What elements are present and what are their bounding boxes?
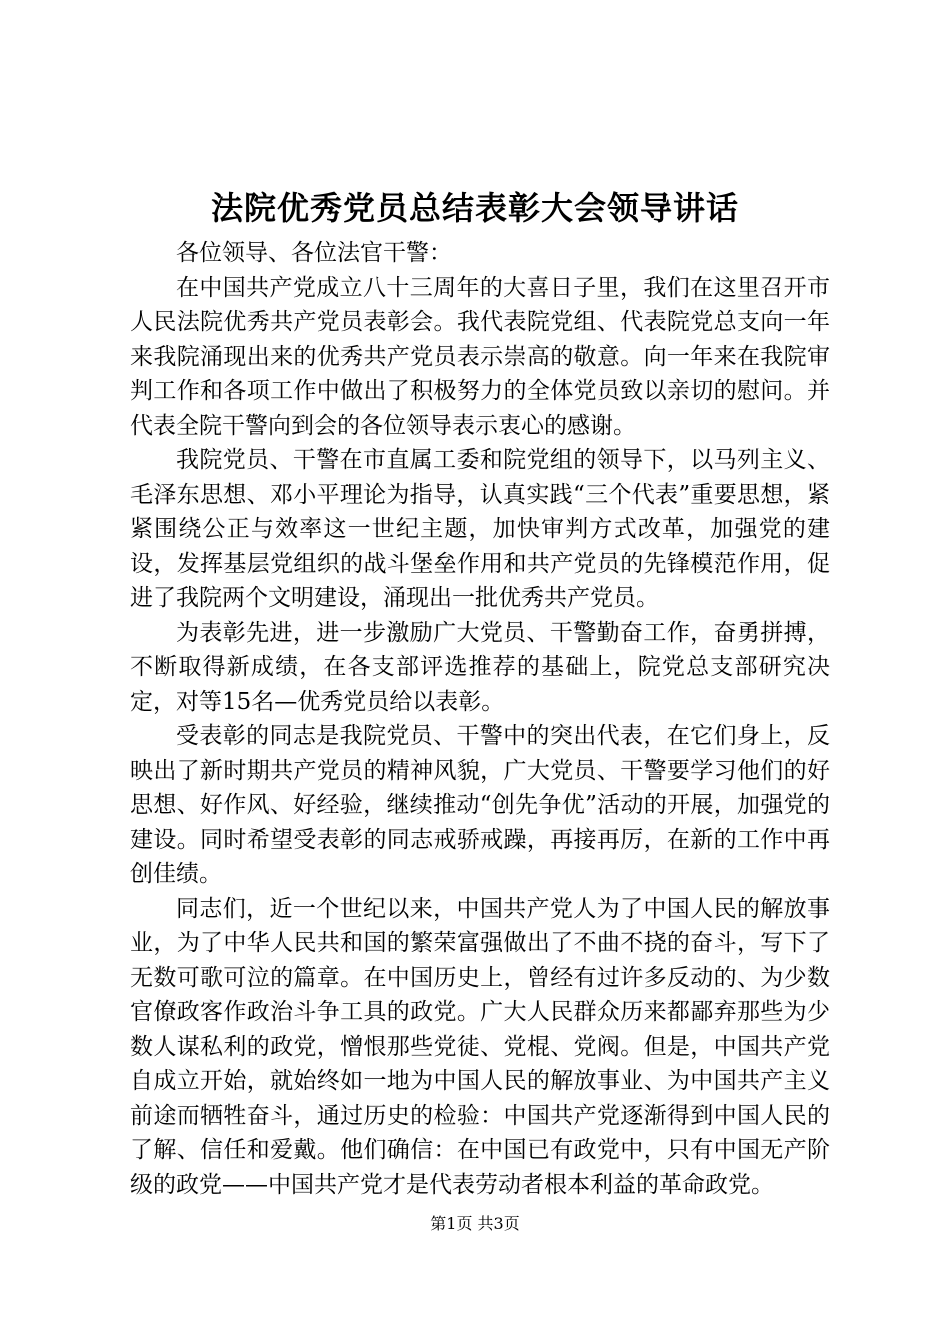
page-footer: 第1页 共3页 xyxy=(430,1214,520,1233)
paragraph-5: 同志们，近一个世纪以来，中国共产党人为了中国人民的解放事业，为了中华人民共和国的繁荣富强做出了不曲不挠的奋斗，写下了无数可歌可泣的篇章。在中国历史上，曾经有过许多反动的、为少数官僚政客作政治斗争工具的政党。广大人民群众历来都鄙弃那些为少数人谋私利的政党，憎恨那些党徒、党棍、党阀。但是，中国共产党自成立开始，就始终如一地为中国人民的解放事业、为中国共产主义前途而牺牲奋斗，通过历史的检验：中国共产党逐渐得到中国人民的了解、信任和爱戴。他们确信：在中国已有政党中，只有中国无产阶级的政党——中国共产党才是代表劳动者根本利益的革命政党。 xyxy=(130,895,830,1198)
salutation: 各位领导、各位法官干警： xyxy=(176,240,452,266)
document-body xyxy=(130,236,830,1202)
paragraph-2: 我院党员、干警在市直属工委和院党组的领导下，以马列主义、毛泽东思想、邓小平理论为指导，认真实践“三个代表”重要思想，紧紧围绕公正与效率这一世纪主题，加快审判方式改革，加强党的建设，发挥基层党组织的战斗堡垒作用和共产党员的先锋模范作用，促进了我院两个文明建设，涌现出一批优秀共产党员。 xyxy=(130,447,830,611)
document-title: 法院优秀党员总结表彰大会领导讲话 xyxy=(210,189,739,227)
paragraph-1: 在中国共产党成立八十三周年的大喜日子里，我们在这里召开市人民法院优秀共产党员表彰会。我代表院党组、代表院党总支向一年来我院涌现出来的优秀共产党员表示崇高的敬意。向一年来在我院审判工作和各项工作中做出了积极努力的全体党员致以亲切的慰问。并代表全院干警向到会的各位领导表示衷心的感谢。 xyxy=(130,274,830,439)
paragraph-3: 为表彰先进，进一步激励广大党员、干警勤奋工作，奋勇拼搏，不断取得新成绩，在各支部评选推荐的基础上，院党总支部研究决定，对等15名—优秀党员给以表彰。 xyxy=(130,619,830,715)
paragraph-4: 受表彰的同志是我院党员、干警中的突出代表，在它们身上，反映出了新时期共产党员的精神风貌，广大党员、干警要学习他们的好思想、好作风、好经验，继续推动“创先争优”活动的开展，加强党的建设。同时希望受表彰的同志戒骄戒躁，再接再厉，在新的工作中再创佳绩。 xyxy=(130,723,830,887)
